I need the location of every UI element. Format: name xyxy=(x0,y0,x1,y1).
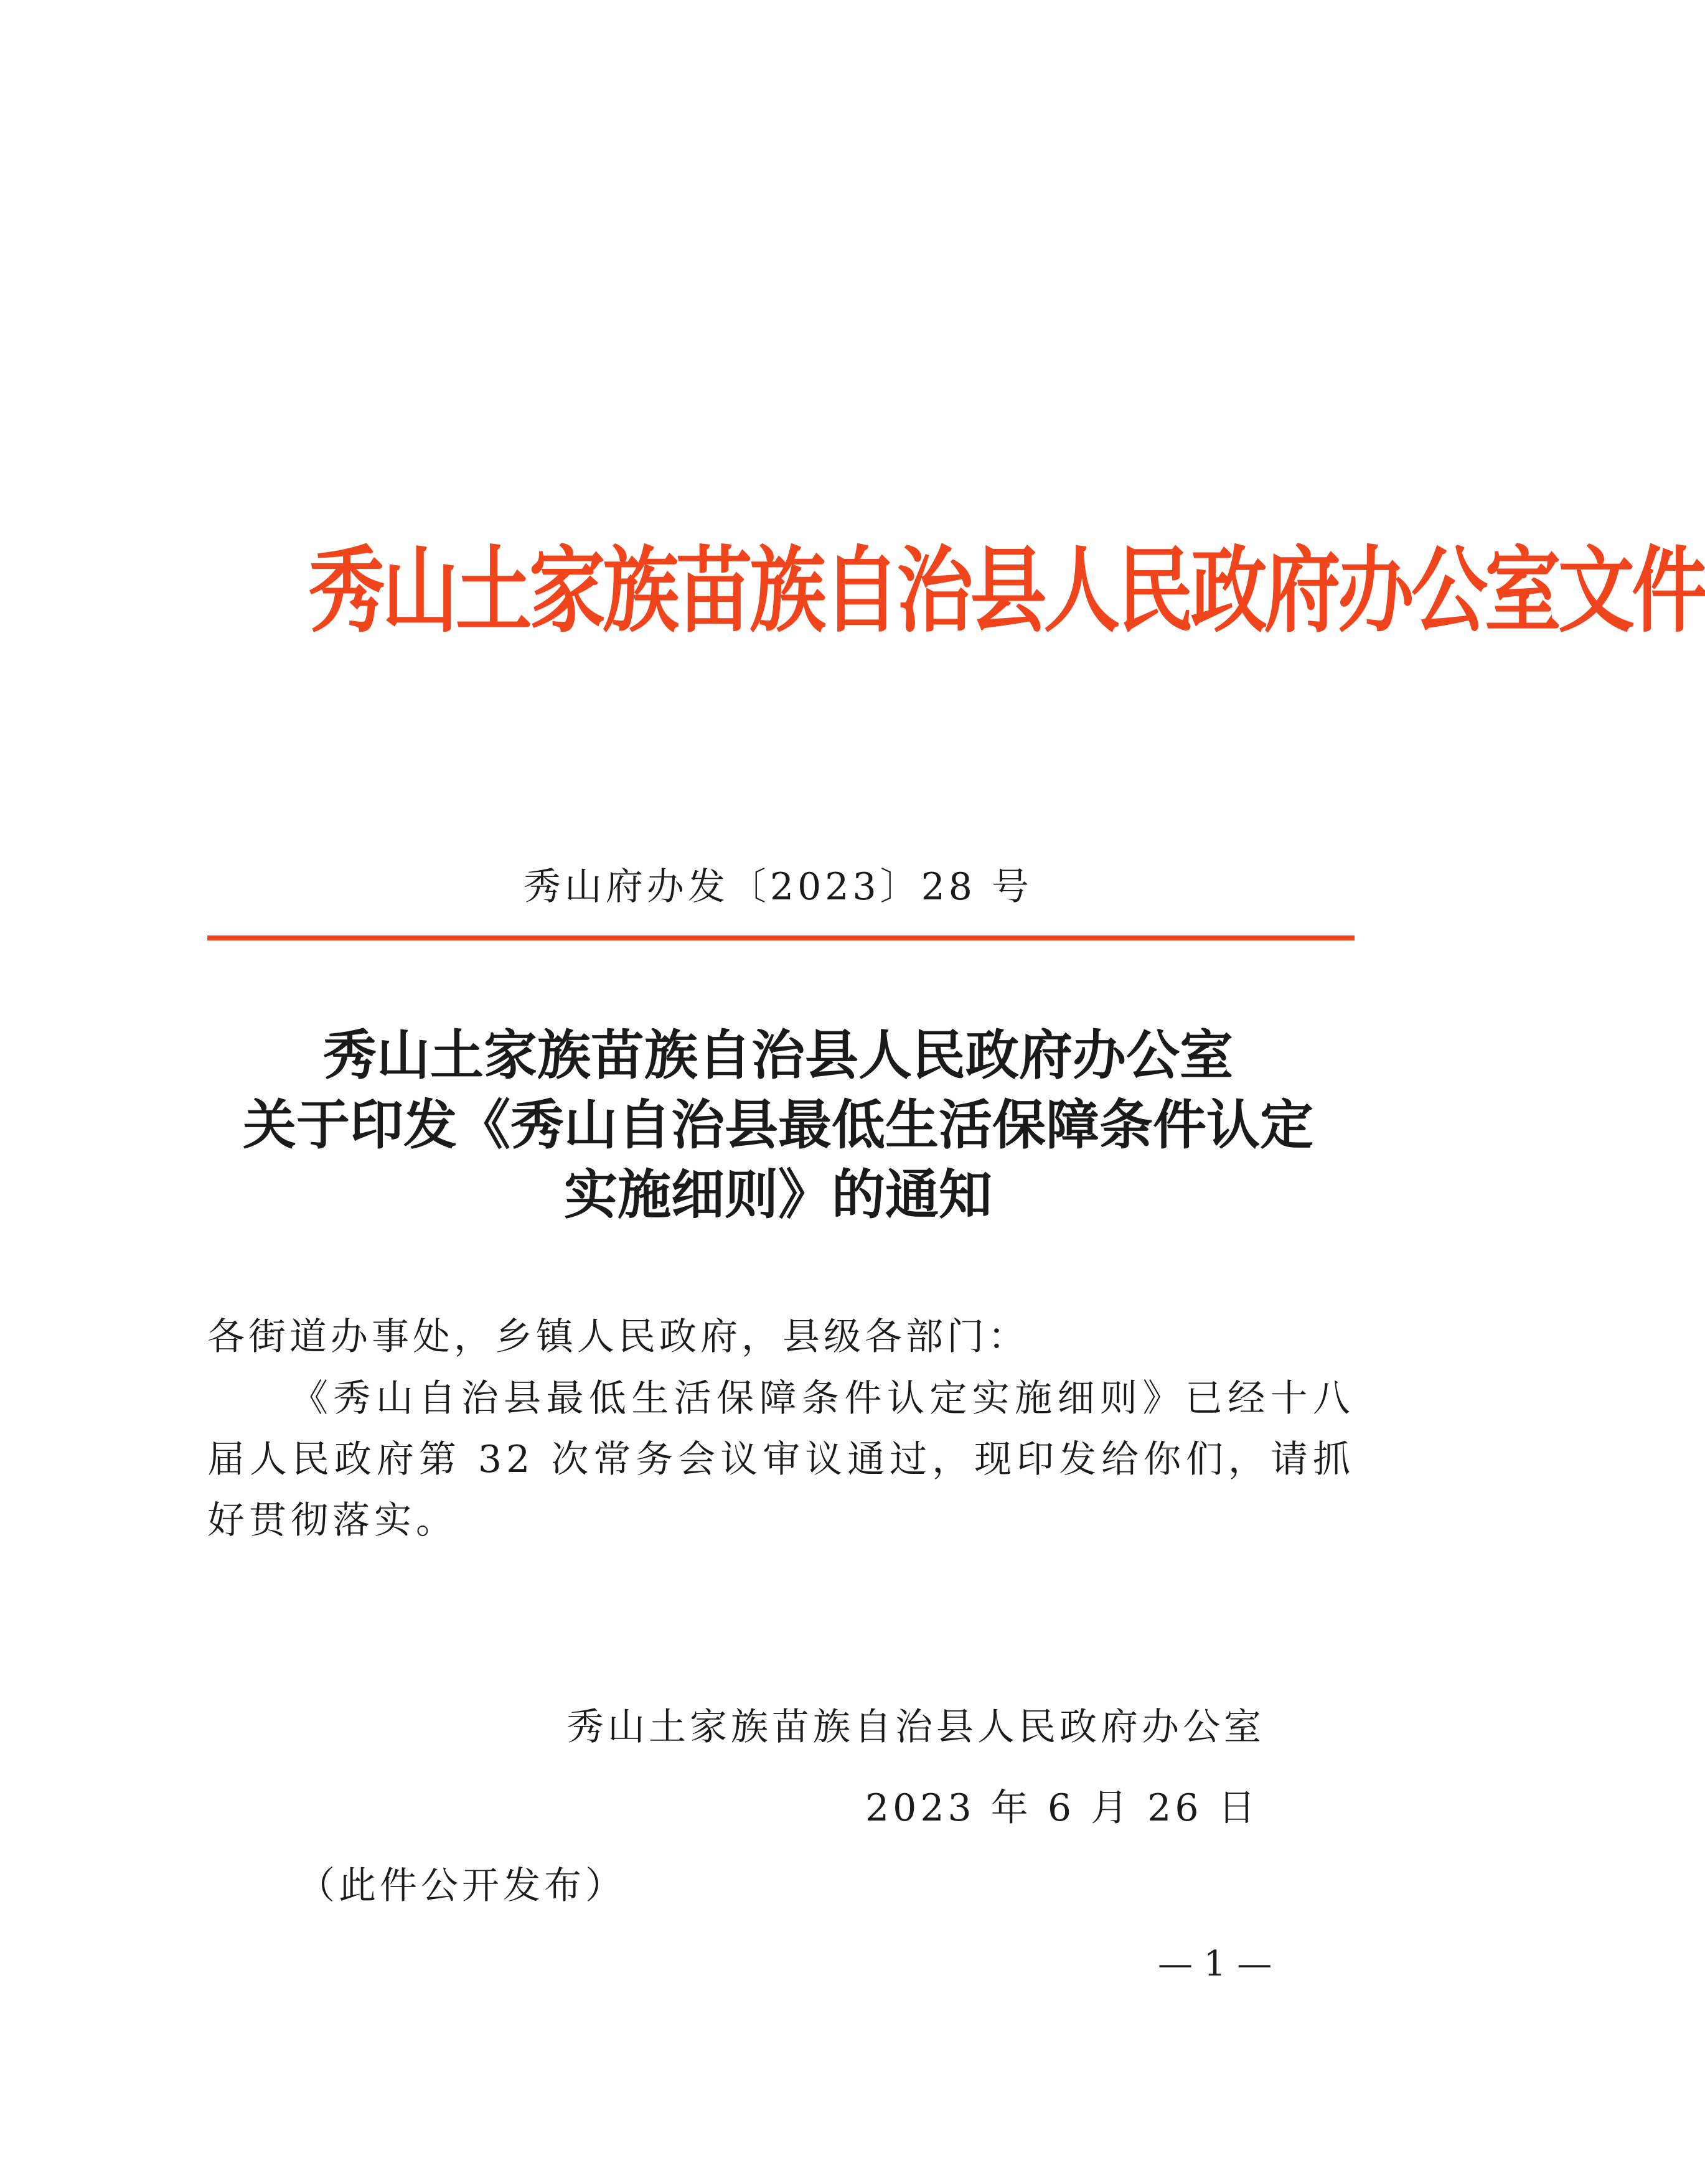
document-title xyxy=(205,1021,1351,1230)
title-line-1: 秀山土家族苗族自治县人民政府办公室 xyxy=(323,1024,1233,1087)
title-line-2: 关于印发《秀山自治县最低生活保障条件认定 xyxy=(243,1094,1313,1156)
title-line-3: 实施细则》的通知 xyxy=(564,1163,992,1226)
document-number: 秀山府办发〔2023〕28 号 xyxy=(523,865,1033,909)
disclosure-note: （此件公开发布） xyxy=(298,1864,626,1908)
salutation: 各街道办事处，乡镇人民政府，县级各部门： xyxy=(207,1315,1029,1359)
document-masthead: 秀山土家族苗族自治县人民政府办公室文件 xyxy=(308,537,1705,645)
issue-date: 2023 年 6 月 26 日 xyxy=(865,1786,1259,1830)
page-number: — 1 — xyxy=(1158,1944,1272,1984)
red-divider xyxy=(207,935,1355,940)
issuing-office: 秀山土家族苗族自治县人民政府办公室 xyxy=(566,1705,1265,1749)
body-paragraph: 《秀山自治县最低生活保障条件认定实施细则》已经十八届人民政府第 32 次常务会议审议通过，现印发给你们，请抓好贯彻落实。 xyxy=(207,1377,1355,1542)
